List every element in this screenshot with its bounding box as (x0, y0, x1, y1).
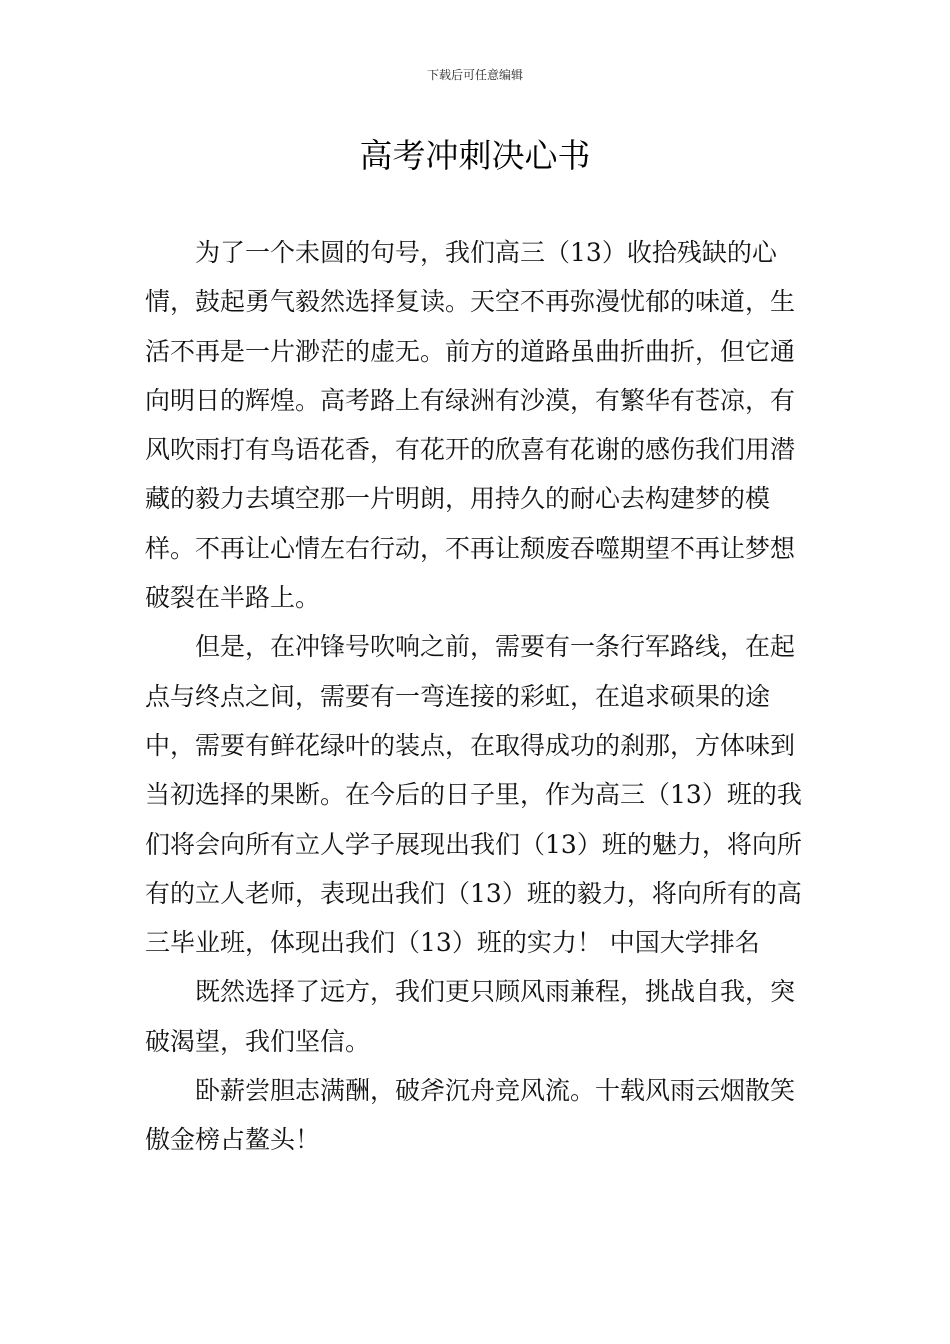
paragraph-3: 既然选择了远方，我们更只顾风雨兼程，挑战自我，突破渴望，我们坚信。 (145, 977, 796, 1056)
header-note: 下载后可任意编辑 (426, 68, 523, 82)
paragraph-1: 为了一个未圆的句号，我们高三（13）收拾残缺的心情，鼓起勇气毅然选择复读。天空不再弥漫忧郁的味道，生活不再是一片渺茫的虚无。前方的道路虽曲折曲折，但它通向明日的辉煌。高考路上有绿洲有沙漠，有繁华有苍凉，有风吹雨打有鸟语花香，有花开的欣喜有花谢的感伤我们用潜藏的毅力去填空那一片明朗，用持久的耐心去构建梦的模样。不再让心情左右行动，不再让颓废吞噬期望不再让梦想破裂在半路上。 (145, 238, 796, 613)
document-body (145, 228, 809, 1165)
document-title: 高考冲刺决心书 (359, 136, 591, 175)
paragraph-2: 但是，在冲锋号吹响之前，需要有一条行军路线，在起点与终点之间，需要有一弯连接的彩虹，在追求硕果的途中，需要有鲜花绿叶的装点，在取得成功的刹那，方体味到当初选择的果断。在今后的日子里，作为高三（13）班的我们将会向所有立人学子展现出我们（13）班的魅力，将向所有的立人老师，表现出我们（13）班的毅力，将向所有的高三毕业班，体现出我们（13）班的实力！ 中国大学排名 (145, 632, 802, 958)
paragraph-4: 卧薪尝胆志满酬，破斧沉舟竞风流。十载风雨云烟散笑傲金榜占鳌头！ (145, 1076, 796, 1155)
